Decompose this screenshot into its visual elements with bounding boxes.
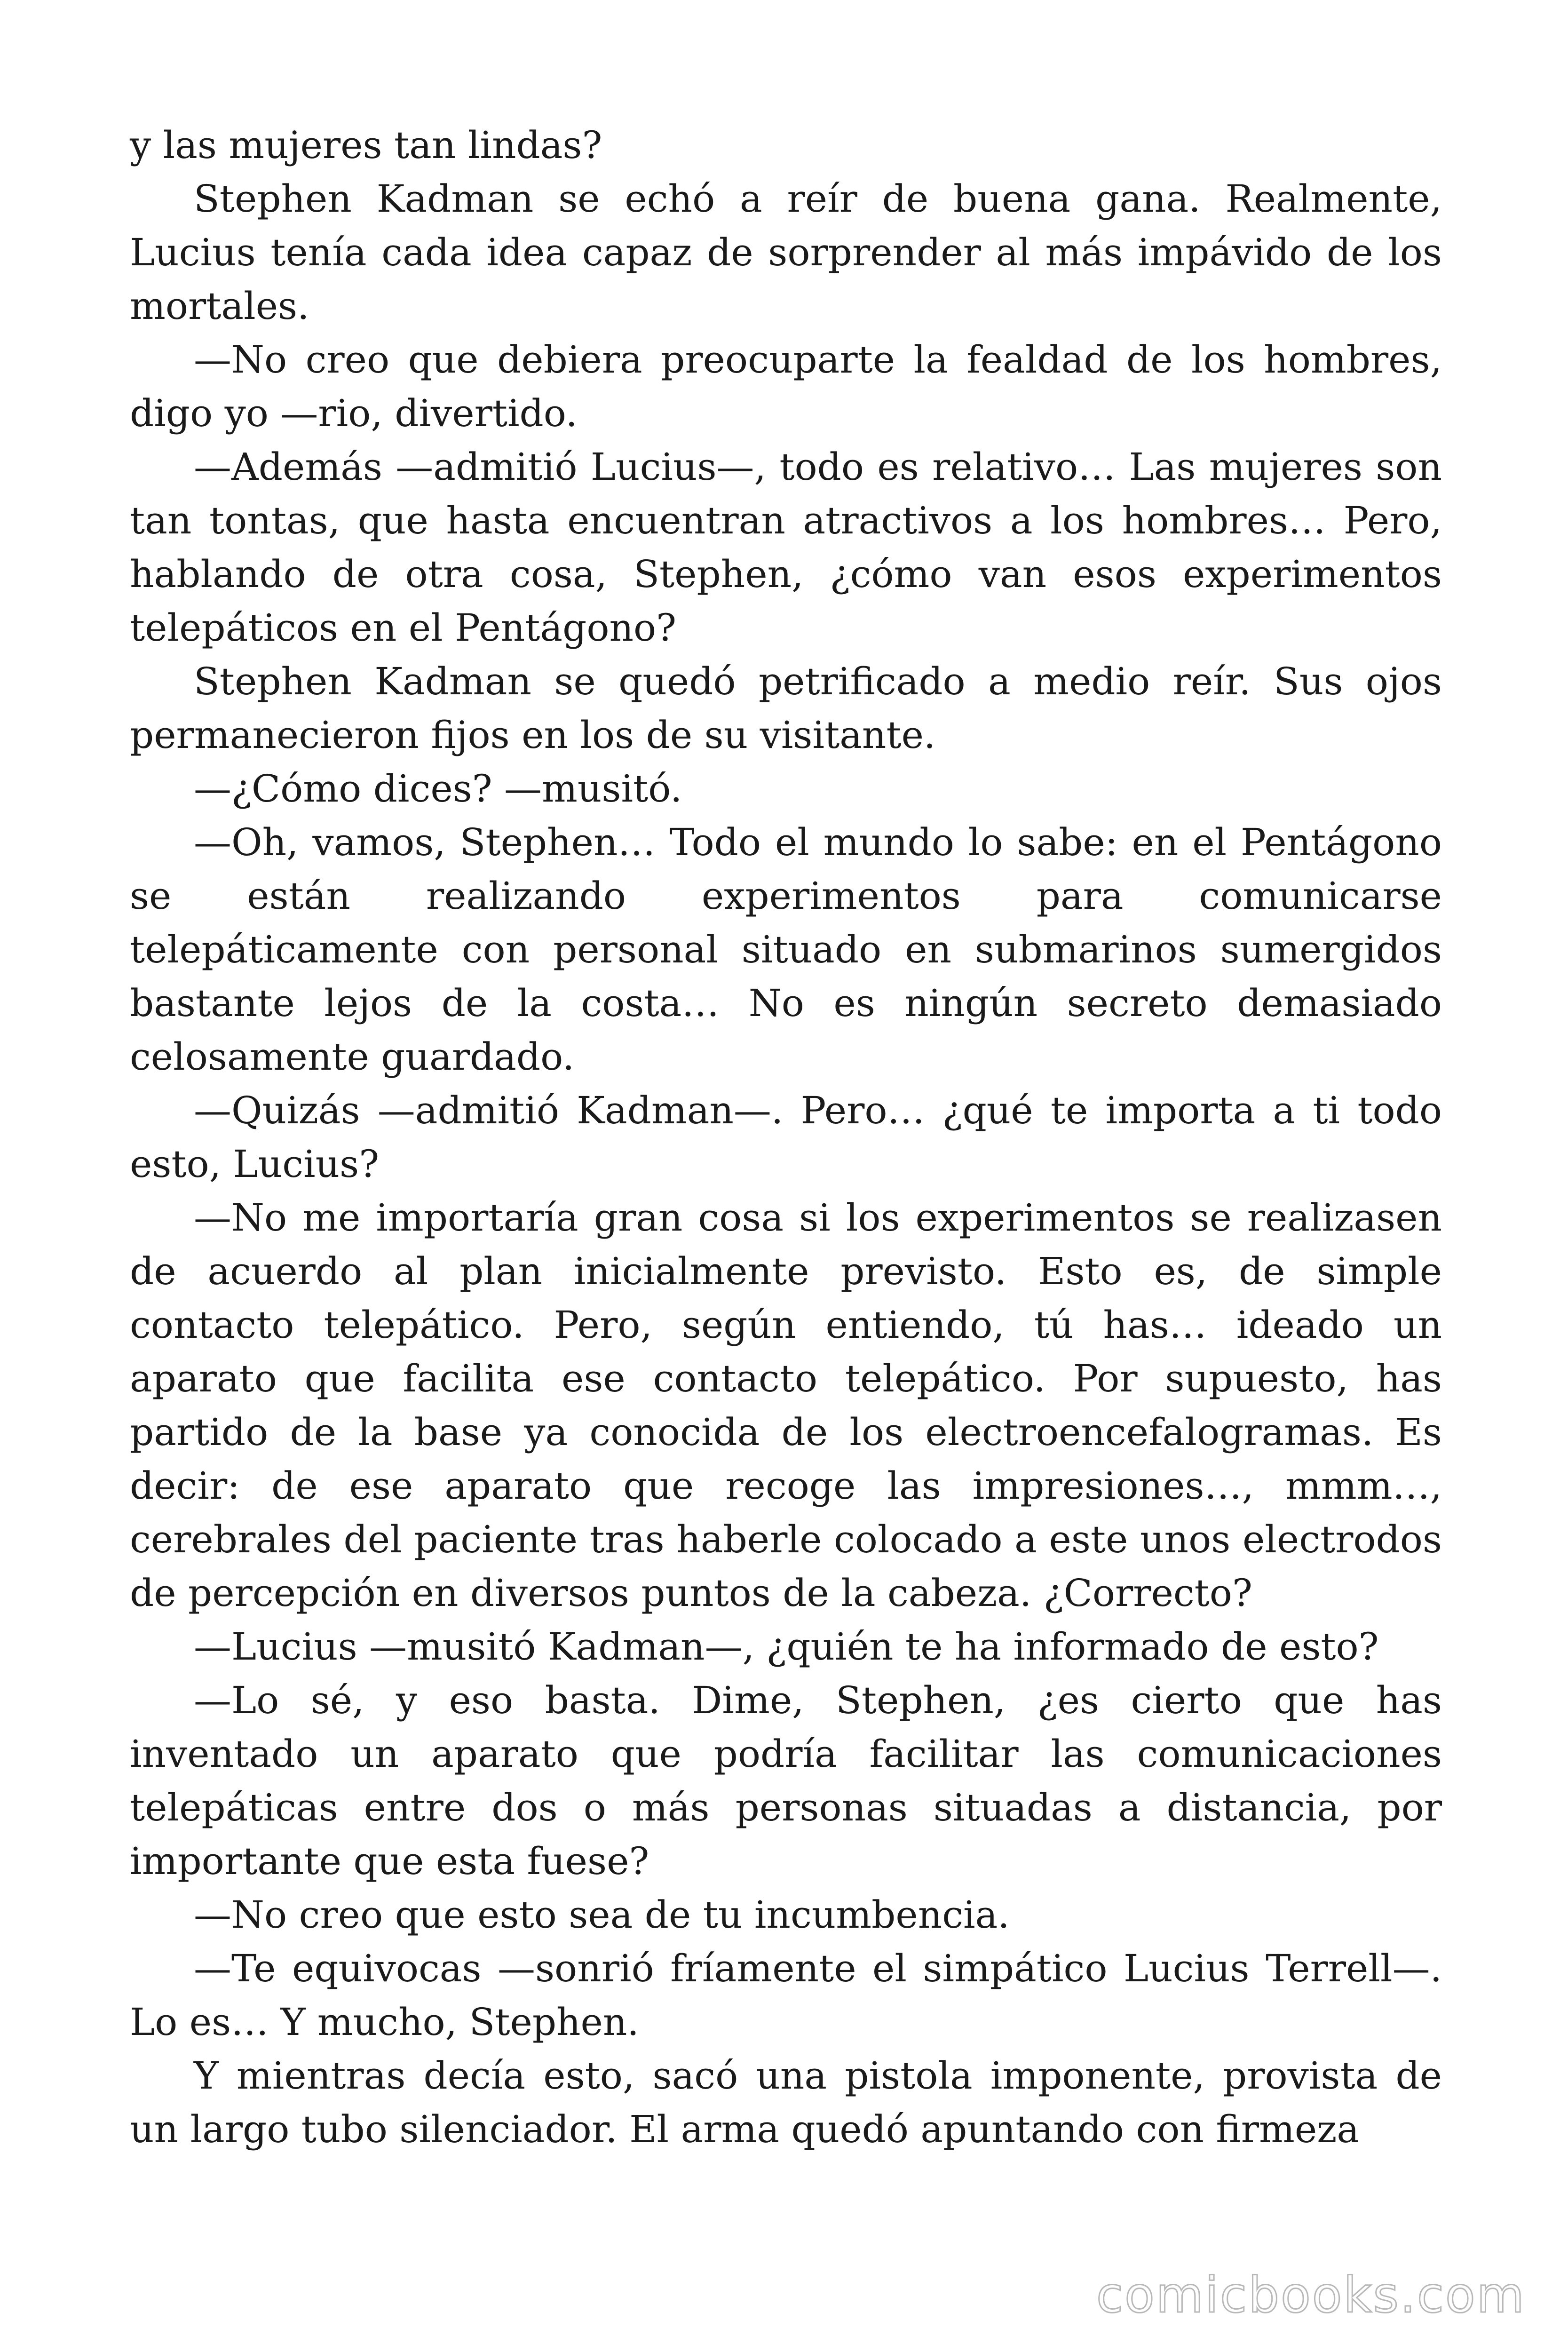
paragraph: —No creo que debiera preocuparte la fealdad de los hombres, digo yo —rio, divertido.: [130, 338, 1442, 435]
paragraph: Stephen Kadman se quedó petrificado a medio reír. Sus ojos permanecieron fijos en los de su visitante.: [130, 660, 1442, 757]
paragraph: —Además —admitió Lucius—, todo es relativo… Las mujeres son tan tontas, que hasta encuentran atractivos a los hombres… Pero, hablando de otra cosa, Stephen, ¿cómo van esos experimentos telepáticos en el Pentágono?: [130, 445, 1442, 650]
paragraph: —Oh, vamos, Stephen… Todo el mundo lo sabe: en el Pentágono se están realizando experimentos para comunicarse telepáticamente con personal situado en submarinos sumergidos bastante lejos de la costa… No es ningún secreto demasiado celosamente guardado.: [130, 820, 1442, 1079]
paragraph: —Lucius —musitó Kadman—, ¿quién te ha informado de esto?: [194, 1625, 1379, 1669]
paragraph: Y mientras decía esto, sacó una pistola imponente, provista de un largo tubo silenciador. El arma quedó apuntando con firmeza: [130, 2054, 1442, 2151]
paragraph: —¿Cómo dices? —musitó.: [194, 767, 682, 810]
paragraph: y las mujeres tan lindas?: [130, 123, 602, 167]
paragraph: —Lo sé, y eso basta. Dime, Stephen, ¿es cierto que has inventado un aparato que podría facilitar las comunicaciones telepáticas entre dos o más personas situadas a distancia, por importante que esta fuese?: [130, 1678, 1442, 1883]
site-watermark: comicbooks.com: [1096, 2266, 1526, 2324]
paragraph: —Quizás —admitió Kadman—. Pero… ¿qué te importa a ti todo esto, Lucius?: [130, 1089, 1442, 1186]
paragraph: —No creo que esto sea de tu incumbencia.: [194, 1893, 1010, 1937]
page-body-text: [130, 119, 1442, 2156]
paragraph: —No me importaría gran cosa si los experimentos se realizasen de acuerdo al plan inicialmente previsto. Esto es, de simple contacto telepático. Pero, según entiendo, tú has… ideado un aparato que facilita ese contacto telepático. Por supuesto, has partido de la base ya conocida de los electroencefalogramas. Es decir: de ese aparato que recoge las impresiones…, mmm…, cerebrales del paciente tras haberle colocado a este unos electrodos de percepción en diversos puntos de la cabeza. ¿Correcto?: [130, 1196, 1442, 1615]
paragraph: Stephen Kadman se echó a reír de buena gana. Realmente, Lucius tenía cada idea capaz de sorprender al más impávido de los mortales.: [130, 177, 1442, 328]
paragraph: —Te equivocas —sonrió fríamente el simpático Lucius Terrell—. Lo es… Y mucho, Stephen.: [130, 1947, 1442, 2044]
